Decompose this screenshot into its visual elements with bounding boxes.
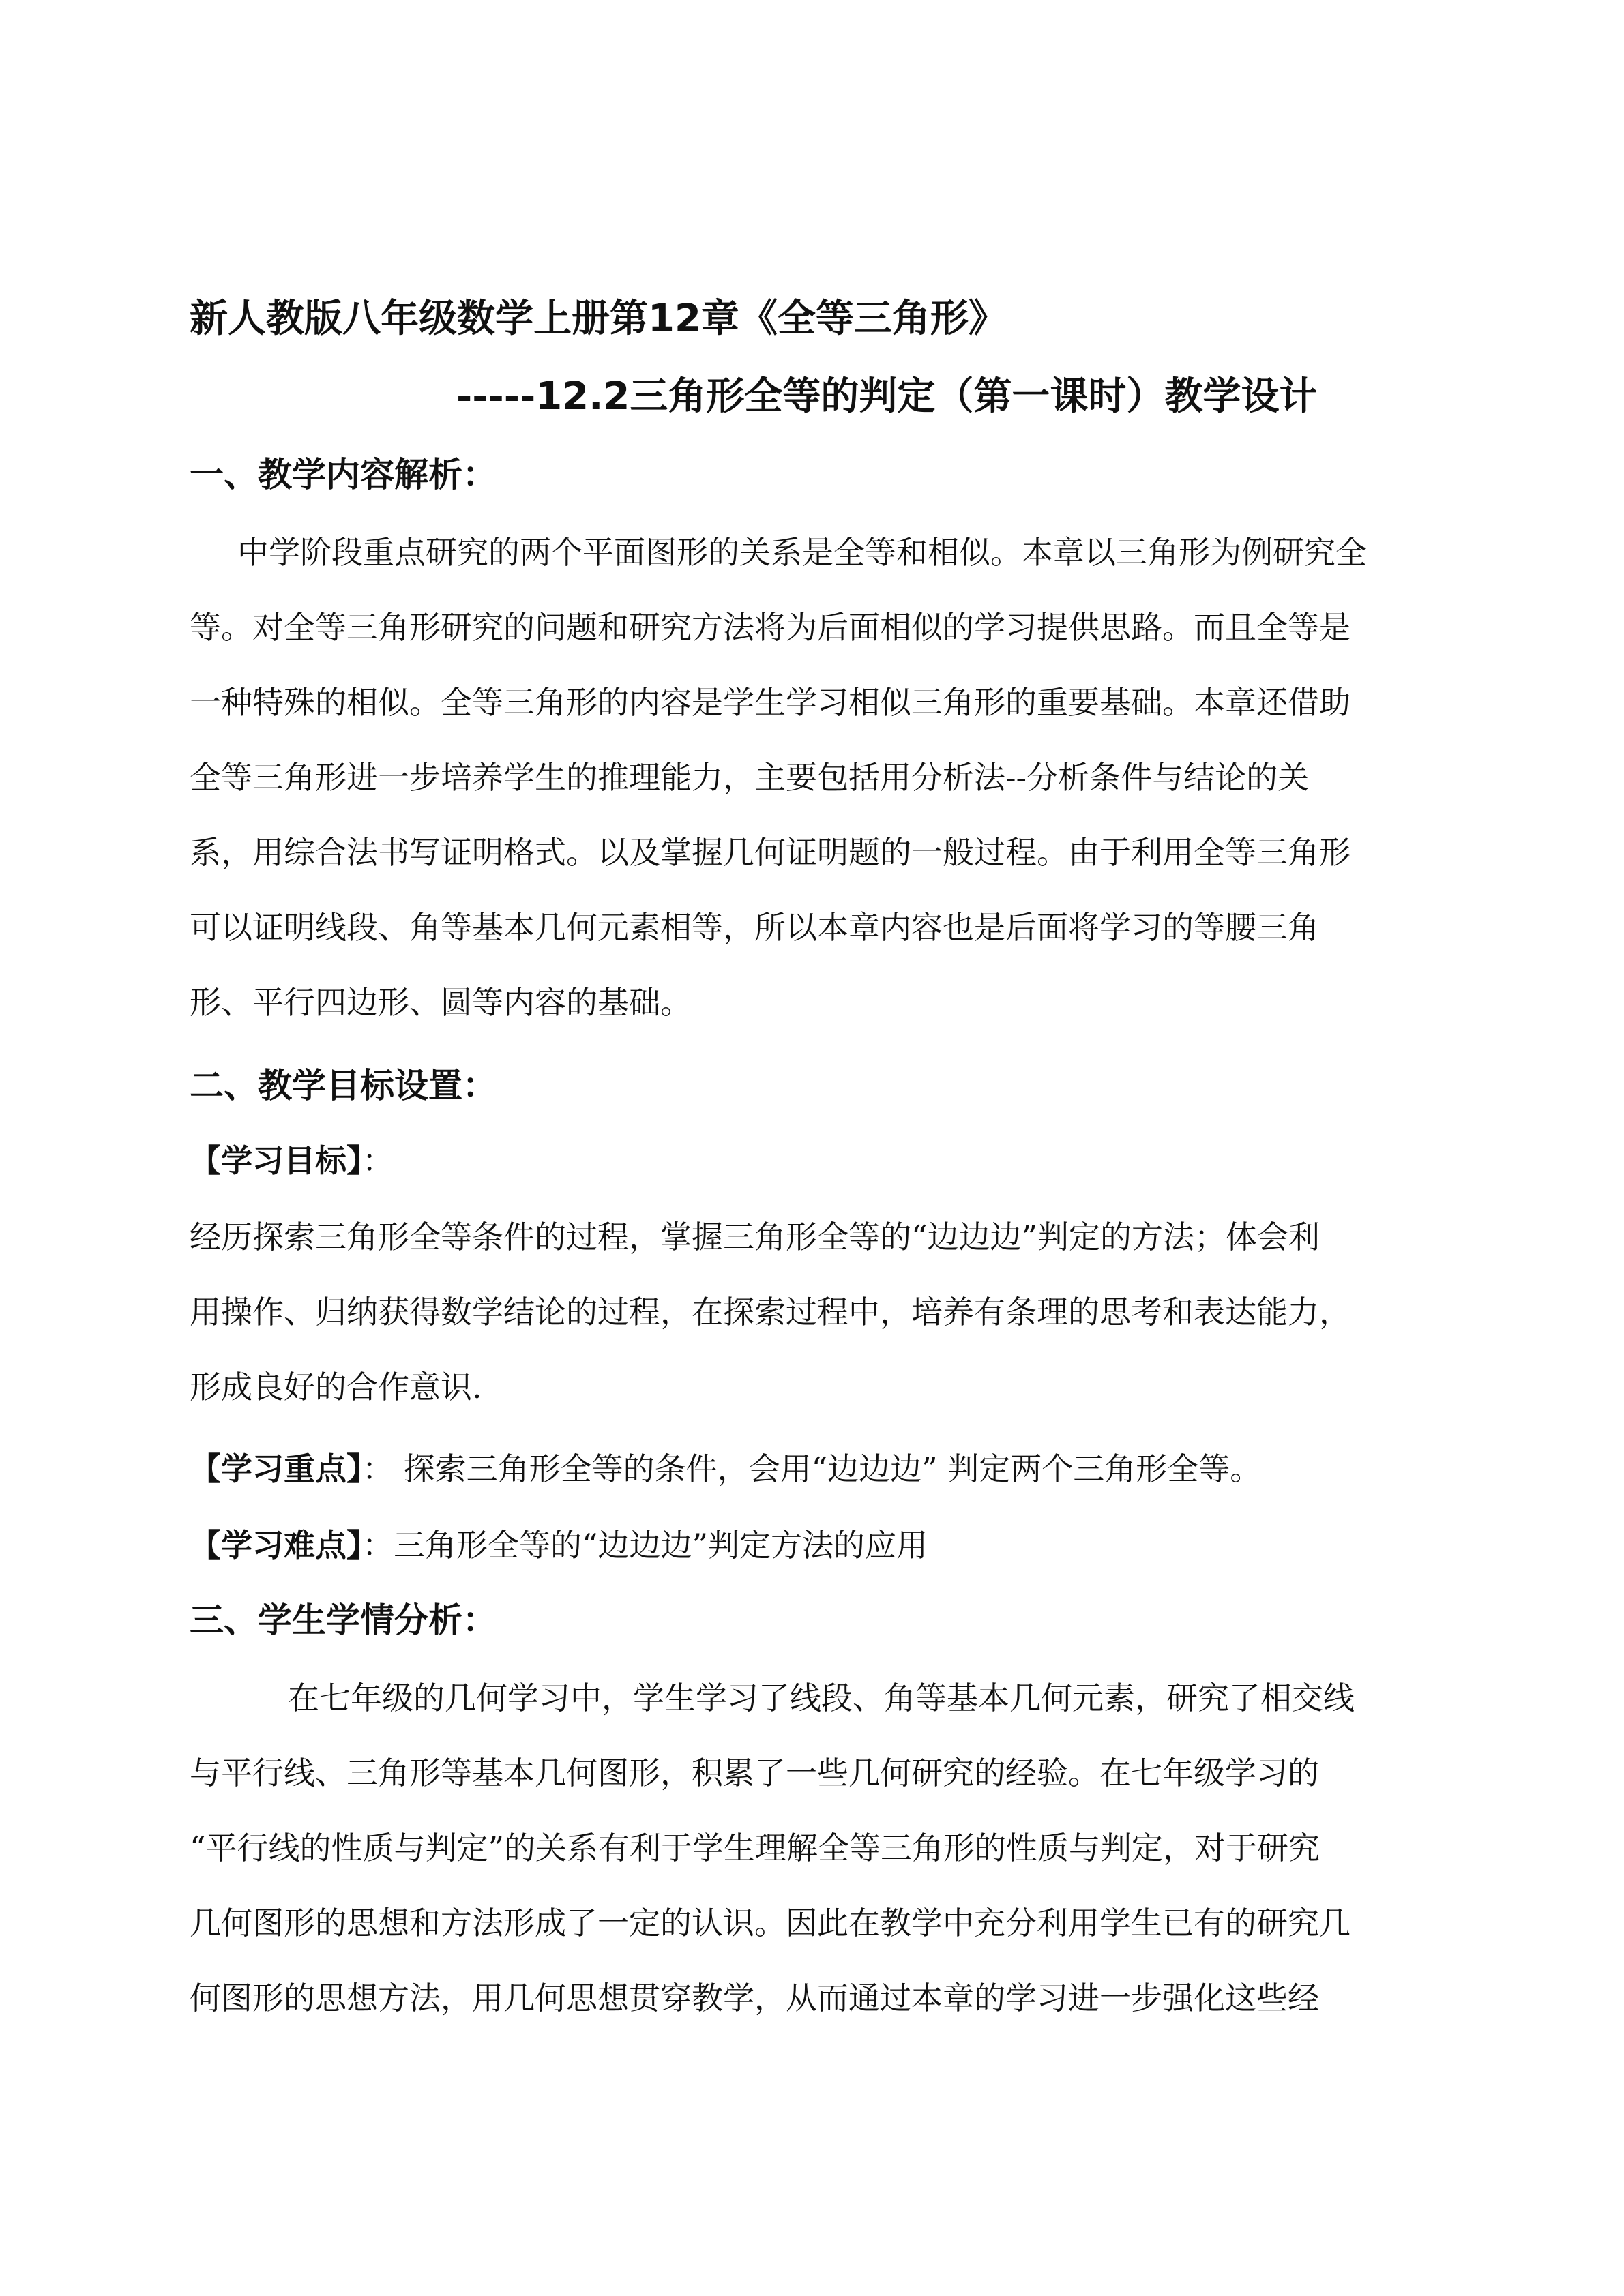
paragraph-line: 系，用综合法书写证明格式。以及掌握几何证明题的一般过程。由于利用全等三角形 [190, 834, 1350, 871]
paragraph-line: 经历探索三角形全等条件的过程，掌握三角形全等的“边边边”判定的方法；体会利 [190, 1219, 1320, 1255]
learning-key-point-row [190, 1448, 1261, 1489]
learning-difficulty-row [190, 1525, 928, 1566]
learning-goal-label: 【学习目标】 [190, 1142, 362, 1179]
document-title: 新人教版八年级数学上册第12章《全等三角形》 [190, 297, 1007, 341]
paragraph-line: 用操作、归纳获得数学结论的过程，在探索过程中，培养有条理的思考和表达能力， [190, 1294, 1350, 1330]
section-heading-content-analysis: 一、教学内容解析： [190, 455, 497, 494]
paragraph-line: 何图形的思想方法，用几何思想贯穿教学，从而通过本章的学习进一步强化这些经 [190, 1980, 1319, 2016]
learning-goal-label-row [190, 1140, 394, 1181]
paragraph-line: 形、平行四边形、圆等内容的基础。 [190, 984, 692, 1021]
paragraph-line: “平行线的性质与判定”的关系有利于学生理解全等三角形的性质与判定，对于研究 [190, 1830, 1320, 1866]
learning-goal-colon: ： [362, 1142, 394, 1179]
paragraph-line: 一种特殊的相似。全等三角形的内容是学生学习相似三角形的重要基础。本章还借助 [190, 684, 1350, 721]
learning-difficulty-label: 【学习难点】 [190, 1527, 362, 1564]
learning-key-point-text: ： 探索三角形全等的条件，会用“边边边” 判定两个三角形全等。 [362, 1450, 1262, 1487]
paragraph-line: 等。对全等三角形研究的问题和研究方法将为后面相似的学习提供思路。而且全等是 [190, 609, 1350, 646]
learning-difficulty-text: ：三角形全等的“边边边”判定方法的应用 [362, 1527, 928, 1564]
document-subtitle: -----12.2三角形全等的判定（第一课时）教学设计 [456, 374, 1318, 419]
paragraph-line: 与平行线、三角形等基本几何图形，积累了一些几何研究的经验。在七年级学习的 [190, 1755, 1319, 1791]
learning-key-point-label: 【学习重点】 [190, 1450, 362, 1487]
paragraph-line: 几何图形的思想和方法形成了一定的认识。因此在教学中充分利用学生已有的研究几 [190, 1905, 1350, 1941]
paragraph-line: 中学阶段重点研究的两个平面图形的关系是全等和相似。本章以三角形为例研究全 [237, 534, 1367, 571]
section-heading-teaching-goals: 二、教学目标设置： [190, 1066, 497, 1105]
paragraph-line: 全等三角形进一步培养学生的推理能力，主要包括用分析法--分析条件与结论的关 [190, 759, 1310, 796]
paragraph-line: 在七年级的几何学习中，学生学习了线段、角等基本几何元素，研究了相交线 [288, 1680, 1355, 1716]
paragraph-line: 形成良好的合作意识. [190, 1369, 482, 1405]
paragraph-line: 可以证明线段、角等基本几何元素相等，所以本章内容也是后面将学习的等腰三角 [190, 909, 1319, 946]
section-heading-student-analysis: 三、学生学情分析： [190, 1600, 497, 1640]
